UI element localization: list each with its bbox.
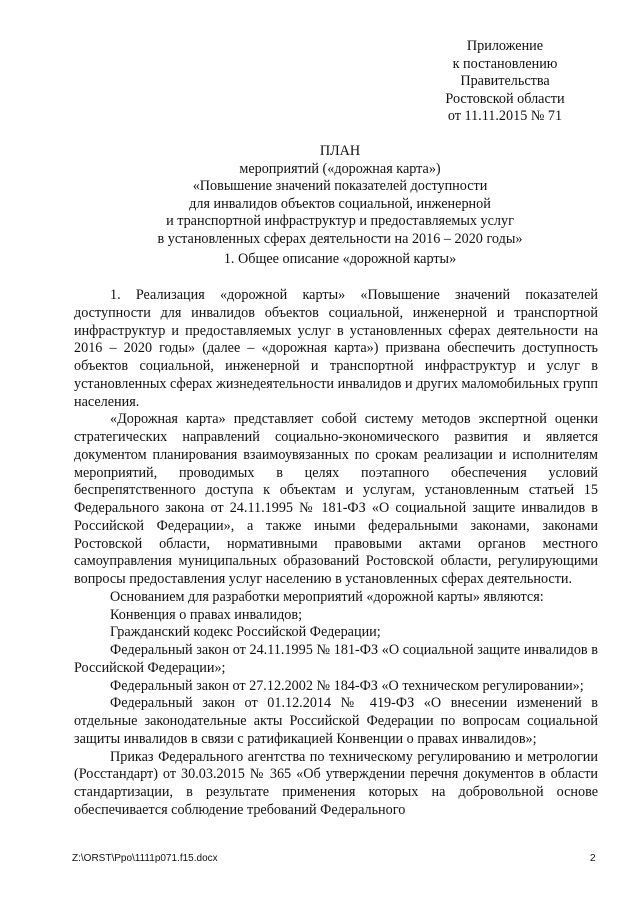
appendix-line: от 11.11.2015 № 71 <box>447 108 563 125</box>
plan-title-line: «Повышение значений показателей доступности <box>192 178 488 195</box>
paragraph: Федеральный закон от 27.12.2002 № 184-ФЗ «О техническом регулировании»; <box>110 677 584 694</box>
paragraph: Федеральный закон от 01.12.2014 № 419-ФЗ «О внесении изменений в отдельные законодательные акты Российской Федерации по вопросам социальной защиты инвалидов в связи с ратификацией Конвенции о правах инвалидов»; <box>74 695 598 747</box>
appendix-line: Ростовской области <box>445 90 565 107</box>
footer-file-path: Z:\ORST\Ppo\1111p071.f15.docx <box>72 853 218 864</box>
appendix-header <box>380 38 630 126</box>
paragraph: Приказ Федерального агентства по техническому регулированию и метрологии (Росстандарт) от 30.03.2015 № 365 «Об утверждении перечня документов в области стандартизации, в результате применения которых на добровольной основе обеспечивается соблюдение требований Федерального <box>74 748 598 818</box>
appendix-line: Приложение <box>466 38 544 54</box>
paragraph: Федеральный закон от 24.11.1995 № 181-ФЗ «О социальной защите инвалидов в Российской Федерации»; <box>74 642 598 676</box>
plan-title <box>60 143 620 249</box>
plan-title-line: для инвалидов объектов социальной, инженерной <box>189 195 491 212</box>
plan-title-line: ПЛАН <box>319 143 361 159</box>
paragraph: 1. Реализация «дорожной карты» «Повышение значений показателей доступности для инвалидов объектов социальной, инженерной и транспортной инфраструктур и предоставляемых услуг в установленных сферах деятельности на 2016 – 2020 годы» (далее – «дорожная карта») призвана обеспечить доступность объектов социальной, инженерной и транспортной инфраструктур и услуг в установленных сферах жизнедеятельности инвалидов и других маломобильных групп населения. <box>74 287 598 410</box>
footer-page-number: 2 <box>590 853 596 864</box>
plan-title-line: мероприятий («дорожная карта») <box>239 160 441 177</box>
plan-title-line: и транспортной инфраструктур и предоставляемых услуг <box>166 213 514 230</box>
paragraph: Гражданский кодекс Российской Федерации; <box>110 624 381 641</box>
plan-title-line: в установленных сферах деятельности на 2016 – 2020 годы» <box>157 230 523 247</box>
paragraph: «Дорожная карта» представляет собой систему методов экспертной оценки стратегических направлений социально-экономического развития и является документом планирования взаимоувязанных по срокам реализации и исполнителям мероприятий, проводимых в целях поэтапного обеспечения условий беспрепятственного доступа к объектам и услугам, установленным статьей 15 Федерального закона от 24.11.1995 № 181-ФЗ «О социальной защите инвалидов в Российской Федерации», а также иными федеральными законами, законами Ростовской области, нормативными правовыми актами органов местного самоуправления муниципальных образований Ростовской области, регулирующими вопросы предоставления услуг населению в установленных сферах деятельности. <box>74 411 598 587</box>
section-heading: 1. Общее описание «дорожной карты» <box>223 251 457 267</box>
body-text <box>74 287 598 820</box>
paragraph: Основанием для разработки мероприятий «дорожной карты» являются: <box>110 588 544 605</box>
appendix-line: Правительства <box>460 73 550 90</box>
appendix-line: к постановлению <box>452 55 558 72</box>
paragraph: Конвенция о правах инвалидов; <box>110 606 303 623</box>
